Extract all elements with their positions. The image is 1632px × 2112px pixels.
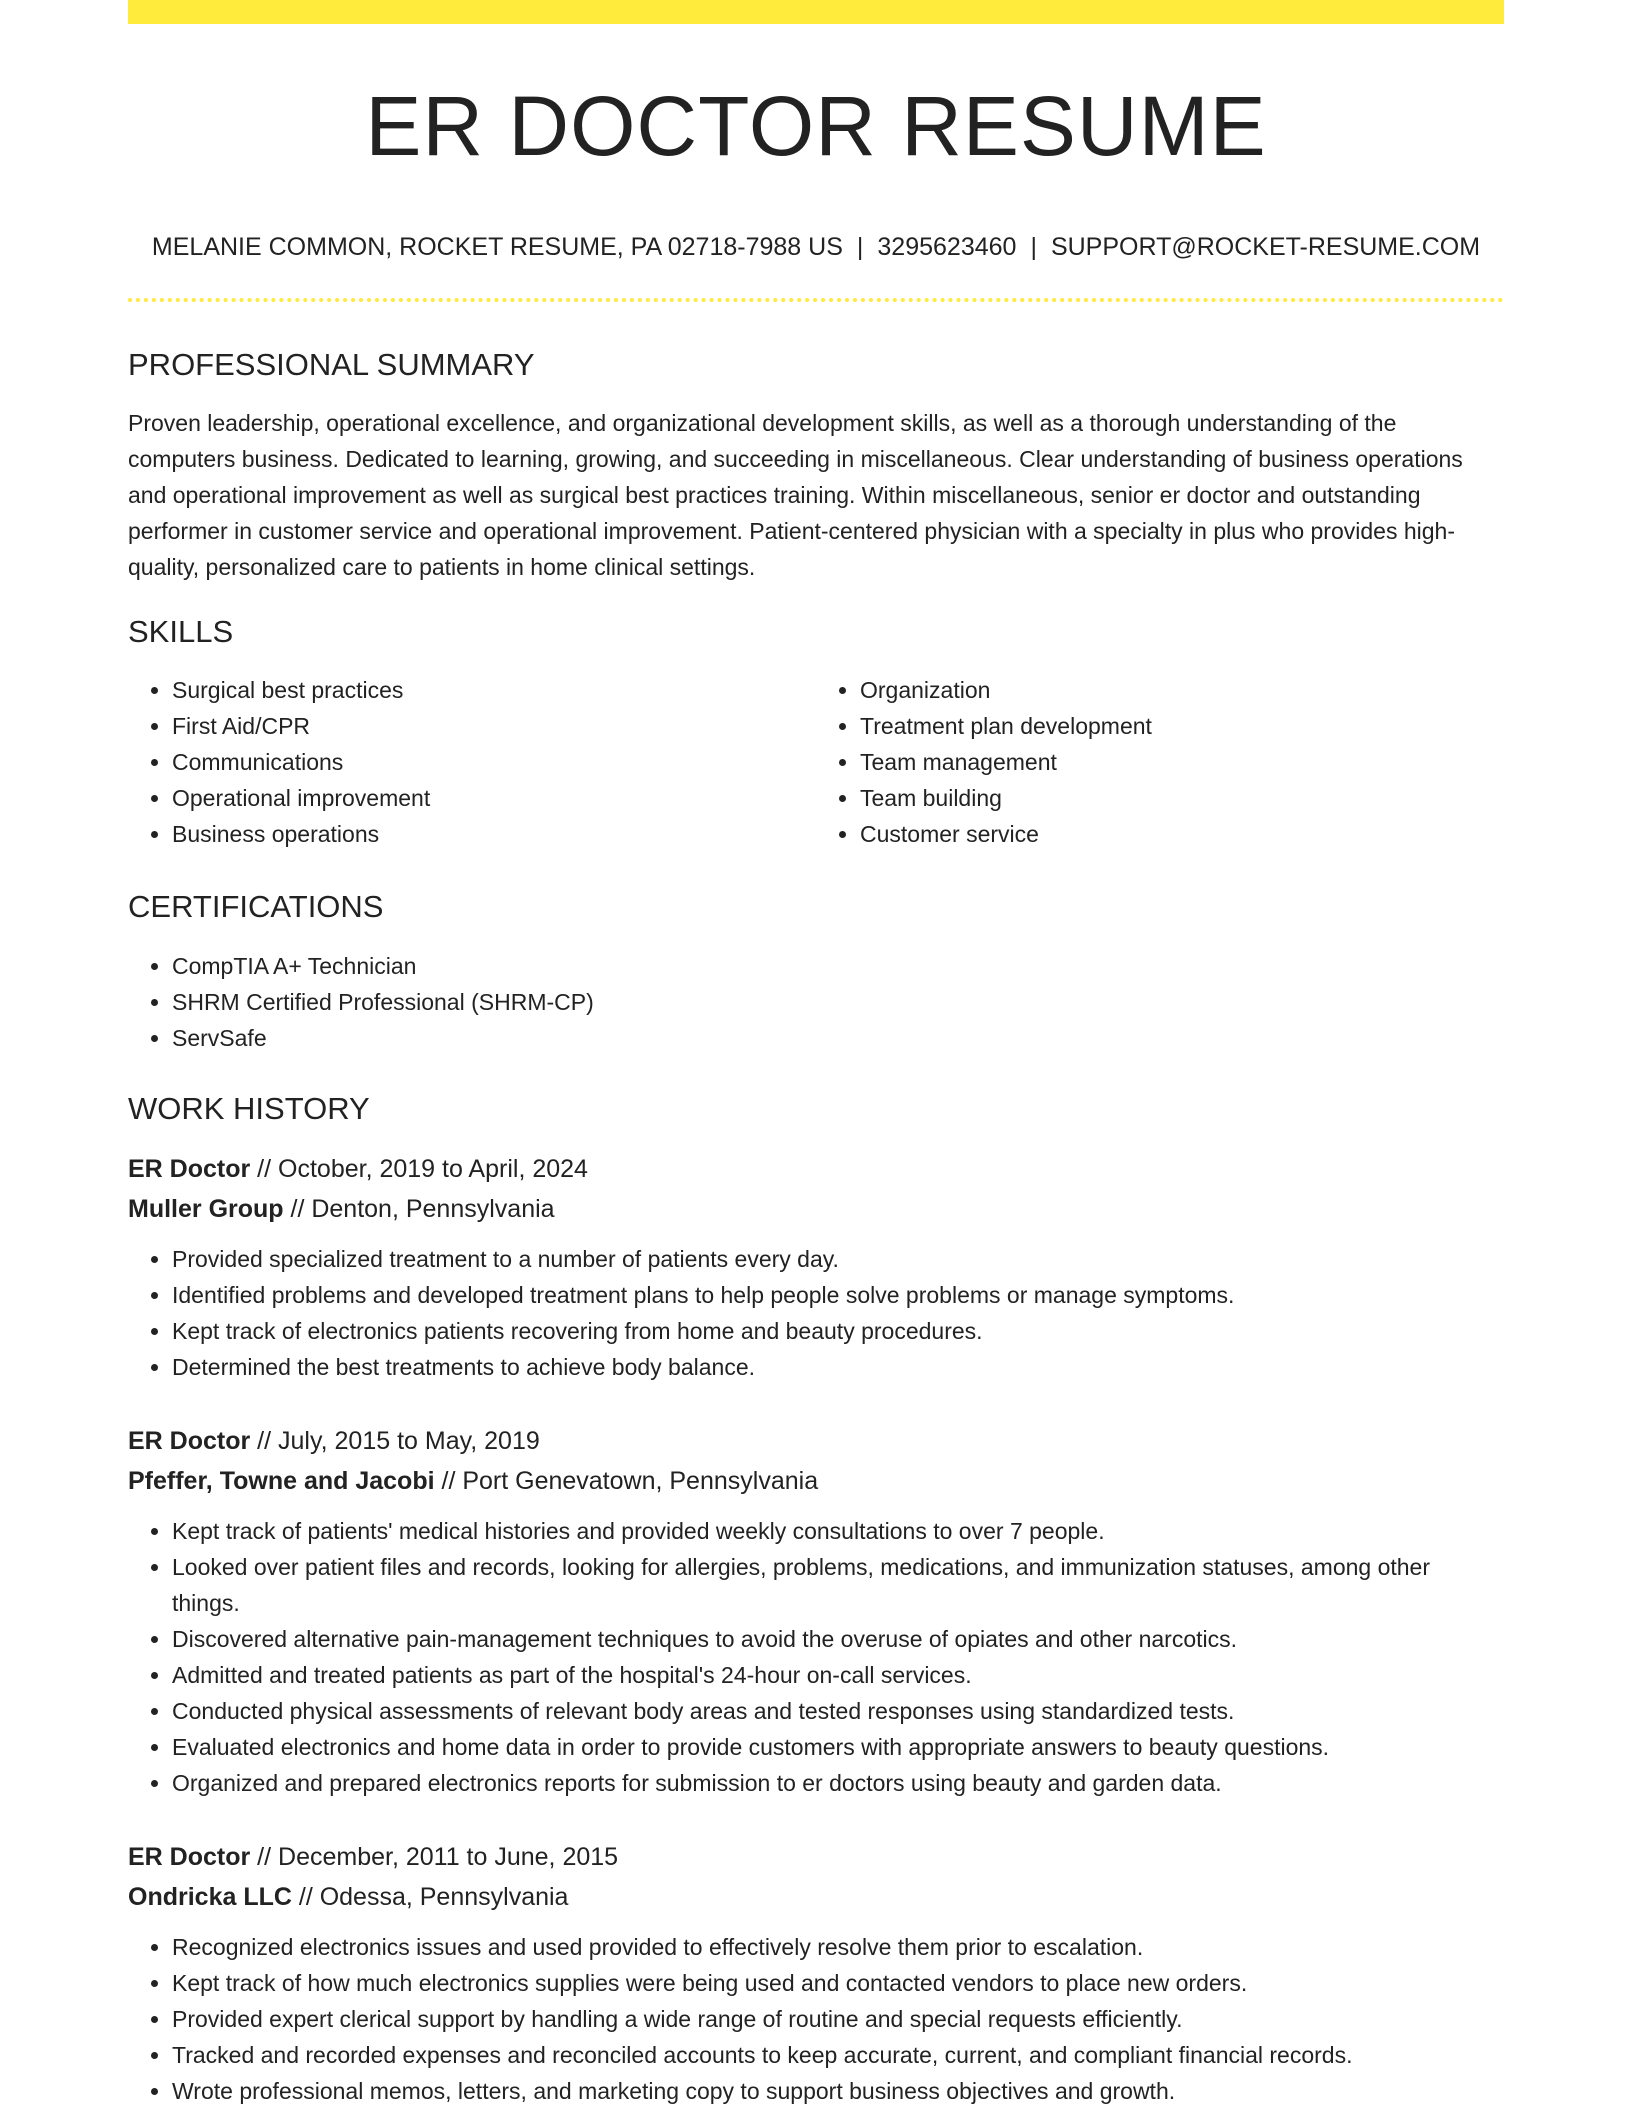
certification-item: • CompTIA A+ Technician <box>172 948 1504 984</box>
skill-item: • Treatment plan development <box>860 708 1504 744</box>
job-entry <box>128 1837 1504 2109</box>
skills-list-right <box>816 672 1504 852</box>
job-company-line <box>128 1877 1504 1917</box>
certifications-heading: CERTIFICATIONS <box>128 889 384 925</box>
contact-email: SUPPORT@ROCKET-RESUME.COM <box>1050 233 1481 261</box>
job-title-line <box>128 1421 1504 1461</box>
resume-page <box>128 0 1504 2109</box>
job-entry <box>128 1149 1504 1385</box>
job-company: Muller Group <box>128 1194 284 1223</box>
summary-heading: PROFESSIONAL SUMMARY <box>128 347 535 382</box>
job-location: // Odessa, Pennsylvania <box>291 1882 569 1911</box>
job-dates: // December, 2011 to June, 2015 <box>250 1842 619 1871</box>
job-bullet: • Kept track of electronics patients recovering from home and beauty procedures. <box>172 1313 1504 1349</box>
job-bullet: • Identified problems and developed treatment plans to help people solve problems or manage symptoms. <box>172 1277 1504 1313</box>
top-accent-bar <box>128 0 1504 24</box>
job-dates: // July, 2015 to May, 2019 <box>250 1426 540 1455</box>
job-company-line <box>128 1461 1504 1501</box>
skills-list-left <box>128 672 816 852</box>
job-title-line <box>128 1149 1504 1189</box>
job-dates: // October, 2019 to April, 2024 <box>250 1154 588 1183</box>
contact-separator: | <box>1030 233 1037 261</box>
job-title: ER Doctor <box>128 1154 251 1183</box>
job-bullet: • Provided specialized treatment to a number of patients every day. <box>172 1241 1504 1277</box>
job-bullet: • Admitted and treated patients as part of the hospital's 24-hour on-call services. <box>172 1657 1504 1693</box>
skills-heading: SKILLS <box>128 614 234 650</box>
job-bullet: • Wrote professional memos, letters, and marketing copy to support business objectives and growth. <box>172 2073 1504 2109</box>
job-bullets <box>128 1241 1504 1385</box>
skills-columns <box>128 672 1504 852</box>
job-bullet: • Organized and prepared electronics reports for submission to er doctors using beauty and garden data. <box>172 1765 1504 1801</box>
skill-item: • Organization <box>860 672 1504 708</box>
job-company: Ondricka LLC <box>128 1882 292 1911</box>
resume-title: ER DOCTOR RESUME <box>365 79 1267 173</box>
job-bullet: • Determined the best treatments to achieve body balance. <box>172 1349 1504 1385</box>
contact-phone: 3295623460 <box>877 233 1017 261</box>
job-bullet: • Recognized electronics issues and used provided to effectively resolve them prior to escalation. <box>172 1929 1504 1965</box>
job-title-line <box>128 1837 1504 1877</box>
skill-item: • Business operations <box>172 816 816 852</box>
contact-line <box>128 232 1504 262</box>
job-bullets <box>128 1929 1504 2109</box>
skill-item: • Team management <box>860 744 1504 780</box>
skill-item: • First Aid/CPR <box>172 708 816 744</box>
job-bullet: • Conducted physical assessments of relevant body areas and tested responses using standardized tests. <box>172 1693 1504 1729</box>
job-entry <box>128 1421 1504 1801</box>
dotted-divider <box>128 298 1504 302</box>
job-bullet: • Discovered alternative pain-management techniques to avoid the overuse of opiates and other narcotics. <box>172 1621 1504 1657</box>
summary-text: Proven leadership, operational excellence, and organizational development skills, as well as a thorough understanding of the computers business. Dedicated to learning, growing, and succeeding in miscellaneous. Clear understanding of business operations and operational improvement as well as surgical best practices training. Within miscellaneous, senior er doctor and outstanding performer in customer service and operational improvement. Patient-centered physician with a specialty in plus who provides high-quality, personalized care to patients in home clinical settings. <box>128 410 1463 581</box>
skill-item: • Surgical best practices <box>172 672 816 708</box>
job-title: ER Doctor <box>128 1426 251 1455</box>
job-company-line <box>128 1189 1504 1229</box>
certification-item: • SHRM Certified Professional (SHRM-CP) <box>172 984 1504 1020</box>
work-history-heading: WORK HISTORY <box>128 1090 370 1126</box>
certifications-list <box>128 948 1504 1056</box>
job-location: // Denton, Pennsylvania <box>283 1194 555 1223</box>
job-title: ER Doctor <box>128 1842 251 1871</box>
certification-item: • ServSafe <box>172 1020 1504 1056</box>
job-bullets <box>128 1513 1504 1801</box>
skill-item: • Customer service <box>860 816 1504 852</box>
contact-address: MELANIE COMMON, ROCKET RESUME, PA 02718-7988 US <box>151 233 843 261</box>
skill-item: • Communications <box>172 744 816 780</box>
job-company: Pfeffer, Towne and Jacobi <box>128 1466 435 1495</box>
job-location: // Port Genevatown, Pennsylvania <box>434 1466 819 1495</box>
skill-item: • Team building <box>860 780 1504 816</box>
job-bullet: • Evaluated electronics and home data in order to provide customers with appropriate answers to beauty questions. <box>172 1729 1504 1765</box>
job-bullet: • Kept track of how much electronics supplies were being used and contacted vendors to place new orders. <box>172 1965 1504 2001</box>
contact-separator: | <box>856 233 864 261</box>
job-bullet: • Provided expert clerical support by handling a wide range of routine and special requests efficiently. <box>172 2001 1504 2037</box>
job-bullet: • Tracked and recorded expenses and reconciled accounts to keep accurate, current, and compliant financial records. <box>172 2037 1504 2073</box>
skill-item: • Operational improvement <box>172 780 816 816</box>
job-bullet: • Looked over patient files and records, looking for allergies, problems, medications, and immunization statuses, among other things. <box>172 1549 1504 1621</box>
job-bullet: • Kept track of patients' medical histories and provided weekly consultations to over 7 people. <box>172 1513 1504 1549</box>
